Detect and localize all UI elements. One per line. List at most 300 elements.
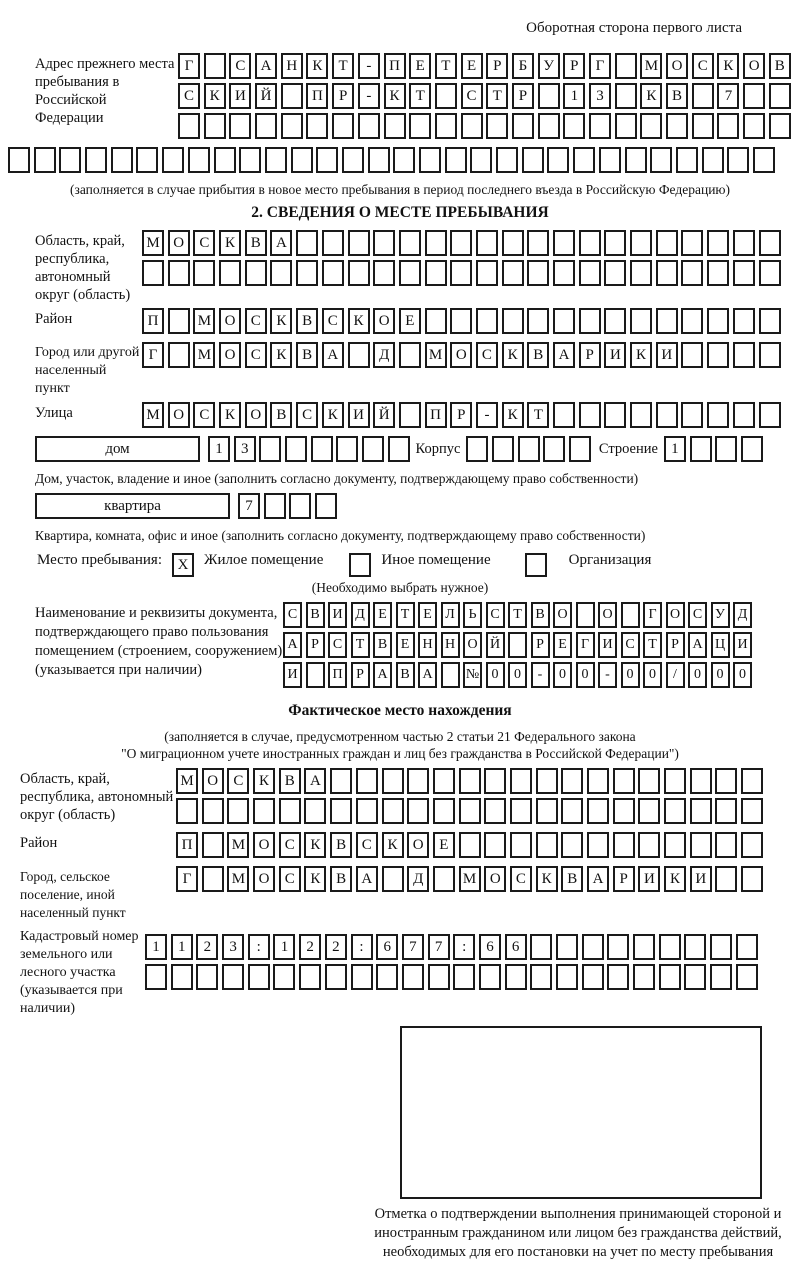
char-box: [202, 866, 224, 892]
char-box: В: [296, 308, 318, 334]
char-box: [727, 147, 749, 173]
char-box: [168, 342, 190, 368]
char-box: А: [418, 662, 437, 688]
char-box: О: [219, 342, 241, 368]
char-box: П: [142, 308, 164, 334]
char-box: [510, 768, 532, 794]
char-box: [715, 866, 737, 892]
char-box: [111, 147, 133, 173]
char-box: [450, 260, 472, 286]
char-box: Н: [441, 632, 460, 658]
char-box: Г: [142, 342, 164, 368]
char-box: Г: [176, 866, 198, 892]
house-number-row: [208, 436, 414, 462]
char-box: К: [204, 83, 226, 109]
char-box: [399, 260, 421, 286]
char-box: О: [168, 402, 190, 428]
char-box: А: [270, 230, 292, 256]
char-box: И: [690, 866, 712, 892]
char-box: [659, 964, 681, 990]
char-box: И: [604, 342, 626, 368]
char-box: [656, 402, 678, 428]
char-box: 3: [234, 436, 256, 462]
prev-address-row-4: [8, 147, 779, 173]
char-box: :: [453, 934, 475, 960]
char-box: И: [283, 662, 302, 688]
char-box: М: [459, 866, 481, 892]
stay-type-option-other-premises-label: Иное помещение: [381, 552, 491, 568]
char-box: [202, 832, 224, 858]
char-box: -: [358, 83, 380, 109]
char-box: [484, 832, 506, 858]
char-box: [690, 768, 712, 794]
char-box: С: [356, 832, 378, 858]
char-box: [715, 768, 737, 794]
char-box: [348, 260, 370, 286]
section2-title: 2. СВЕДЕНИЯ О МЕСТЕ ПРЕБЫВАНИЯ: [251, 204, 549, 221]
actual-region-label: Область, край, республика, автономный округ (область): [20, 771, 174, 823]
char-box: [253, 798, 275, 824]
char-box: [569, 436, 591, 462]
document-row-1: [283, 602, 756, 628]
char-box: [402, 964, 424, 990]
char-box: [759, 402, 781, 428]
char-box: [399, 342, 421, 368]
char-box: [633, 964, 655, 990]
char-box: [630, 402, 652, 428]
char-box: [681, 260, 703, 286]
char-box: Т: [435, 53, 457, 79]
char-box: [743, 83, 765, 109]
char-box: [435, 113, 457, 139]
char-box: [470, 147, 492, 173]
char-box: [604, 260, 626, 286]
char-box: Д: [351, 602, 370, 628]
char-box: [615, 113, 637, 139]
char-box: [582, 964, 604, 990]
char-box: [589, 113, 611, 139]
char-box: С: [510, 866, 532, 892]
char-box: Е: [396, 632, 415, 658]
char-box: [484, 768, 506, 794]
char-box: [733, 308, 755, 334]
char-box: [145, 964, 167, 990]
stroenie-row: [664, 436, 767, 462]
char-box: [615, 83, 637, 109]
char-box: А: [356, 866, 378, 892]
char-box: [633, 934, 655, 960]
char-box: [556, 964, 578, 990]
char-box: А: [553, 342, 575, 368]
char-box: 7: [238, 493, 260, 519]
char-box: [733, 402, 755, 428]
char-box: [510, 798, 532, 824]
char-box: [518, 436, 540, 462]
char-box: [736, 934, 758, 960]
char-box: [136, 147, 158, 173]
char-box: [553, 230, 575, 256]
cadastral-row-1: [145, 934, 762, 960]
char-box: И: [328, 602, 347, 628]
char-box: [382, 798, 404, 824]
char-box: [743, 113, 765, 139]
char-box: [433, 866, 455, 892]
char-box: О: [598, 602, 617, 628]
char-box: Е: [553, 632, 572, 658]
char-box: [664, 768, 686, 794]
char-box: [496, 147, 518, 173]
char-box: [168, 260, 190, 286]
char-box: [536, 798, 558, 824]
korpus-row: [466, 436, 594, 462]
char-box: [638, 832, 660, 858]
char-box: [666, 113, 688, 139]
char-box: [259, 436, 281, 462]
char-box: [193, 260, 215, 286]
char-box: [264, 493, 286, 519]
char-box: С: [461, 83, 483, 109]
prev-address-row-4-wrap: [0, 147, 800, 177]
char-box: 0: [508, 662, 527, 688]
char-box: [255, 113, 277, 139]
char-box: [741, 832, 763, 858]
char-box: -: [358, 53, 380, 79]
actual-location-caption-1: (заполняется в случае, предусмотренном частью 2 статьи 21 Федерального закона: [164, 729, 636, 744]
char-box: 0: [621, 662, 640, 688]
char-box: [530, 934, 552, 960]
region-row-1: [142, 230, 784, 256]
char-box: Г: [643, 602, 662, 628]
char-box: [613, 832, 635, 858]
char-box: В: [527, 342, 549, 368]
char-box: [681, 230, 703, 256]
char-box: 1: [171, 934, 193, 960]
char-box: [373, 230, 395, 256]
char-box: [536, 832, 558, 858]
char-box: [178, 113, 200, 139]
stay-type-checkbox-other-premises[interactable]: [349, 553, 371, 577]
actual-location-title: Фактическое место нахождения: [288, 702, 512, 719]
char-box: [707, 342, 729, 368]
char-box: К: [640, 83, 662, 109]
char-box: [576, 602, 595, 628]
char-box: Н: [281, 53, 303, 79]
char-box: М: [227, 866, 249, 892]
char-box: [692, 83, 714, 109]
char-box: [222, 964, 244, 990]
char-box: [604, 230, 626, 256]
char-box: К: [384, 83, 406, 109]
char-box: [690, 832, 712, 858]
char-box: [479, 964, 501, 990]
char-box: [428, 964, 450, 990]
prev-address-row-3: [178, 113, 795, 139]
char-box: 3: [589, 83, 611, 109]
char-box: [676, 147, 698, 173]
char-box: 2: [299, 934, 321, 960]
char-box: Е: [409, 53, 431, 79]
char-box: 1: [664, 436, 686, 462]
house-caption: Дом, участок, владение и иное (заполнить согласно документу, подтверждающему право собственности): [35, 471, 639, 486]
char-box: П: [425, 402, 447, 428]
char-box: [299, 964, 321, 990]
char-box: [311, 436, 333, 462]
house-block: [0, 436, 800, 466]
char-box: [399, 402, 421, 428]
char-box: [486, 113, 508, 139]
char-box: А: [688, 632, 707, 658]
char-box: Н: [418, 632, 437, 658]
char-box: [188, 147, 210, 173]
char-box: [502, 308, 524, 334]
char-box: С: [688, 602, 707, 628]
char-box: У: [538, 53, 560, 79]
char-box: [142, 260, 164, 286]
char-box: [484, 798, 506, 824]
char-box: [450, 308, 472, 334]
actual-district-label: Район: [20, 835, 58, 851]
char-box: [476, 260, 498, 286]
char-box: [476, 308, 498, 334]
char-box: [741, 866, 763, 892]
char-box: О: [666, 53, 688, 79]
char-box: С: [193, 230, 215, 256]
char-box: И: [638, 866, 660, 892]
char-box: С: [279, 832, 301, 858]
district-block: [0, 308, 800, 338]
char-box: Й: [373, 402, 395, 428]
char-box: [736, 964, 758, 990]
char-box: [604, 308, 626, 334]
char-box: [376, 964, 398, 990]
stay-type-checkbox-residential[interactable]: X: [172, 553, 194, 577]
char-box: [621, 602, 640, 628]
char-box: [425, 230, 447, 256]
char-box: [239, 147, 261, 173]
char-box: [316, 147, 338, 173]
char-box: [59, 147, 81, 173]
char-box: [162, 147, 184, 173]
document-label: Наименование и реквизиты документа, подтверждающего право пользования помещением (строением, сооружением) (указывается при наличии): [35, 605, 283, 678]
char-box: [579, 230, 601, 256]
stay-type-option-organization-label: Организация: [568, 552, 652, 568]
char-box: Г: [178, 53, 200, 79]
char-box: [561, 798, 583, 824]
char-box: /: [666, 662, 685, 688]
char-box: [707, 308, 729, 334]
char-box: [330, 768, 352, 794]
char-box: [342, 147, 364, 173]
city-row: [142, 342, 784, 368]
char-box: [553, 308, 575, 334]
char-box: [393, 147, 415, 173]
char-box: [384, 113, 406, 139]
char-box: О: [450, 342, 472, 368]
char-box: [741, 436, 763, 462]
char-box: П: [328, 662, 347, 688]
prev-address-block: [0, 53, 800, 143]
char-box: [332, 113, 354, 139]
char-box: [690, 436, 712, 462]
char-box: [382, 768, 404, 794]
char-box: [34, 147, 56, 173]
char-box: О: [407, 832, 429, 858]
char-box: О: [484, 866, 506, 892]
char-box: О: [666, 602, 685, 628]
char-box: [461, 113, 483, 139]
char-box: [296, 230, 318, 256]
char-box: Е: [418, 602, 437, 628]
char-box: [348, 342, 370, 368]
document-row-2: [283, 632, 756, 658]
char-box: [502, 260, 524, 286]
char-box: В: [296, 342, 318, 368]
char-box: 6: [479, 934, 501, 960]
char-box: [229, 113, 251, 139]
char-box: П: [306, 83, 328, 109]
char-box: [613, 768, 635, 794]
stamp-box: [400, 1026, 762, 1199]
char-box: [227, 798, 249, 824]
char-box: [425, 260, 447, 286]
char-box: В: [561, 866, 583, 892]
char-box: 0: [733, 662, 752, 688]
char-box: [330, 798, 352, 824]
char-box: 1: [273, 934, 295, 960]
char-box: [373, 260, 395, 286]
char-box: [407, 768, 429, 794]
char-box: Р: [579, 342, 601, 368]
char-box: С: [296, 402, 318, 428]
char-box: О: [553, 602, 572, 628]
char-box: К: [630, 342, 652, 368]
char-box: М: [142, 230, 164, 256]
char-box: [453, 964, 475, 990]
char-box: [459, 768, 481, 794]
char-box: [476, 230, 498, 256]
char-box: [759, 308, 781, 334]
char-box: [538, 83, 560, 109]
char-box: М: [640, 53, 662, 79]
char-box: С: [193, 402, 215, 428]
char-box: К: [502, 402, 524, 428]
char-box: [368, 147, 390, 173]
char-box: :: [351, 934, 373, 960]
char-box: [630, 308, 652, 334]
char-box: 0: [553, 662, 572, 688]
char-box: Р: [450, 402, 472, 428]
region-row-2: [142, 260, 784, 286]
char-box: Р: [306, 632, 325, 658]
char-box: 2: [196, 934, 218, 960]
char-box: С: [322, 308, 344, 334]
char-box: -: [598, 662, 617, 688]
char-box: [202, 798, 224, 824]
char-box: К: [219, 230, 241, 256]
char-box: [715, 832, 737, 858]
korpus-label: Корпус: [415, 441, 461, 457]
char-box: М: [193, 342, 215, 368]
char-box: [270, 260, 292, 286]
char-box: В: [270, 402, 292, 428]
char-box: -: [531, 662, 550, 688]
char-box: [289, 493, 311, 519]
street-label: Улица: [35, 405, 73, 421]
char-box: С: [229, 53, 251, 79]
char-box: [348, 230, 370, 256]
char-box: [214, 147, 236, 173]
char-box: [8, 147, 30, 173]
char-box: [530, 964, 552, 990]
char-box: Б: [512, 53, 534, 79]
stay-type-checkbox-organization[interactable]: [525, 553, 547, 577]
char-box: [556, 934, 578, 960]
char-box: [579, 308, 601, 334]
char-box: 6: [376, 934, 398, 960]
char-box: [607, 934, 629, 960]
char-box: [664, 798, 686, 824]
char-box: [356, 768, 378, 794]
stay-type-label: Место пребывания:: [37, 552, 162, 568]
char-box: 7: [402, 934, 424, 960]
char-box: О: [373, 308, 395, 334]
char-box: [433, 798, 455, 824]
actual-region-row-1: [176, 768, 767, 794]
char-box: [561, 832, 583, 858]
char-box: [759, 260, 781, 286]
char-box: [281, 83, 303, 109]
char-box: [607, 964, 629, 990]
char-box: В: [330, 832, 352, 858]
char-box: [407, 798, 429, 824]
char-box: О: [253, 866, 275, 892]
char-box: Р: [666, 632, 685, 658]
stamp-caption: Отметка о подтверждении выполнения принимающей стороной и иностранным гражданином или лицом без гражданства действий, необходимых для его постановки на учет по месту пребывания: [374, 1206, 782, 1260]
char-box: [563, 113, 585, 139]
char-box: С: [621, 632, 640, 658]
char-box: К: [664, 866, 686, 892]
char-box: [306, 113, 328, 139]
char-box: С: [227, 768, 249, 794]
char-box: [613, 798, 635, 824]
char-box: Р: [613, 866, 635, 892]
char-box: К: [322, 402, 344, 428]
char-box: С: [279, 866, 301, 892]
char-box: [315, 493, 337, 519]
char-box: [510, 832, 532, 858]
char-box: [553, 402, 575, 428]
char-box: [306, 662, 325, 688]
char-box: В: [306, 602, 325, 628]
char-box: Т: [527, 402, 549, 428]
actual-city-block: [0, 866, 800, 922]
char-box: Ц: [711, 632, 730, 658]
char-box: В: [666, 83, 688, 109]
char-box: [336, 436, 358, 462]
char-box: О: [245, 402, 267, 428]
char-box: [351, 964, 373, 990]
char-box: [710, 934, 732, 960]
char-box: [553, 260, 575, 286]
char-box: Т: [643, 632, 662, 658]
char-box: :: [248, 934, 270, 960]
char-box: В: [330, 866, 352, 892]
city-label: Город или другой населенный пункт: [35, 345, 140, 396]
char-box: 0: [711, 662, 730, 688]
char-box: В: [531, 602, 550, 628]
actual-region-block: [0, 768, 800, 828]
char-box: [664, 832, 686, 858]
